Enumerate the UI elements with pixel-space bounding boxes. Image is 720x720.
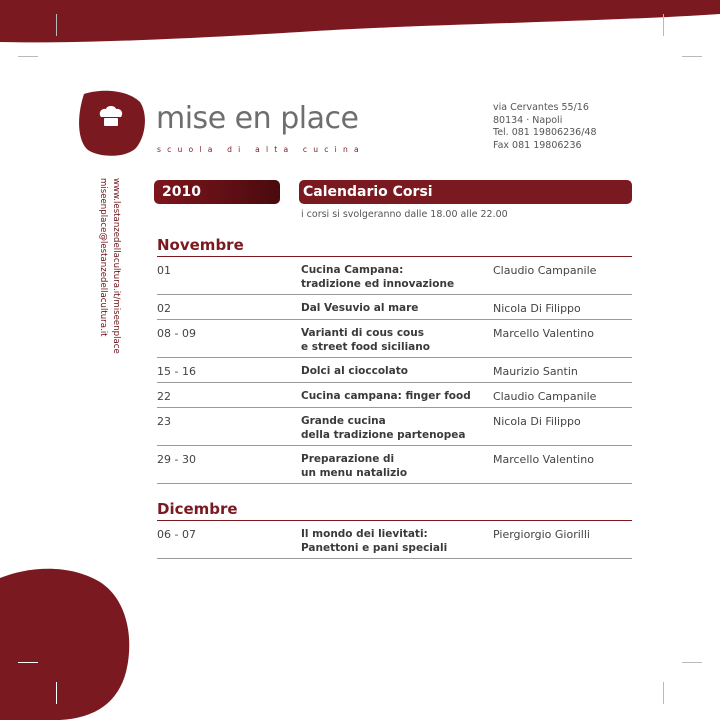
course-date: 22 [157,390,171,403]
table-row [157,521,632,559]
table-row [157,295,632,320]
crop-mark [663,14,664,36]
course-chef: Maurizio Santin [493,365,578,378]
year-header [154,180,280,204]
bottom-left-decorative-shape [0,560,140,720]
address-fax: Fax 081 19806236 [493,139,582,151]
course-chef: Nicola Di Filippo [493,302,581,315]
table-row [157,383,632,408]
course-chef: Claudio Campanile [493,264,597,277]
side-contact [96,178,130,368]
course-chef: Nicola Di Filippo [493,415,581,428]
table-row [157,408,632,446]
brand-name: mise en place [156,101,359,136]
crop-mark [56,682,57,704]
address-line: via Cervantes 55/16 [493,102,589,113]
course-chef: Marcello Valentino [493,327,594,340]
course-title: Dal Vesuvio al mare [301,302,419,314]
course-title: Grande cucina della tradizione partenopea [301,415,466,441]
month-title: Novembre [157,234,632,257]
course-title: Preparazione di un menu natalizio [301,453,408,479]
crop-mark [18,662,38,663]
table-row [157,446,632,484]
course-title: Il mondo dei lievitati: Panettoni e pani speciali [301,528,448,554]
course-date: 01 [157,264,171,277]
month-title: Dicembre [157,498,632,521]
calendar-title: Calendario Corsi [303,184,433,200]
address-line: 80134 · Napoli [493,114,563,126]
table-row [157,257,632,295]
course-date: 29 - 30 [157,453,196,466]
address-phone: Tel. 081 19806236/48 [493,127,597,139]
course-date: 08 - 09 [157,327,196,340]
crop-mark [682,56,702,57]
website-link[interactable]: www.lestanzedellacultura.it/miseenplace [111,178,121,354]
crop-mark [18,56,38,57]
course-date: 02 [157,302,171,315]
course-date: 23 [157,415,171,428]
crop-mark [56,14,57,36]
month-section-dicembre [157,498,632,559]
crop-mark [682,662,702,663]
calendar-header [299,180,632,204]
chef-hat-icon [76,88,146,158]
contact-address [493,102,597,152]
brand-tagline: scuola di alta cucina [157,145,365,154]
month-section-novembre [157,234,632,484]
schedule-note: i corsi si svolgeranno dalle 18.00 alle 22.00 [301,209,508,220]
course-title: Cucina Campana: tradizione ed innovazione [301,264,455,290]
crop-mark [663,682,664,704]
table-row [157,358,632,383]
course-title: Cucina campana: finger food [301,390,471,402]
course-chef: Claudio Campanile [493,390,597,403]
course-title: Varianti di cous cous e street food siciliano [301,327,430,353]
course-date: 15 - 16 [157,365,196,378]
course-title: Dolci al cioccolato [301,365,408,377]
top-decorative-band [0,0,720,60]
year-label: 2010 [162,184,201,200]
table-row [157,320,632,358]
course-chef: Marcello Valentino [493,453,594,466]
course-chef: Piergiorgio Giorilli [493,528,590,541]
email-link[interactable]: miseenplace@lestanzedellacultura.it [98,178,108,337]
course-date: 06 - 07 [157,528,196,541]
